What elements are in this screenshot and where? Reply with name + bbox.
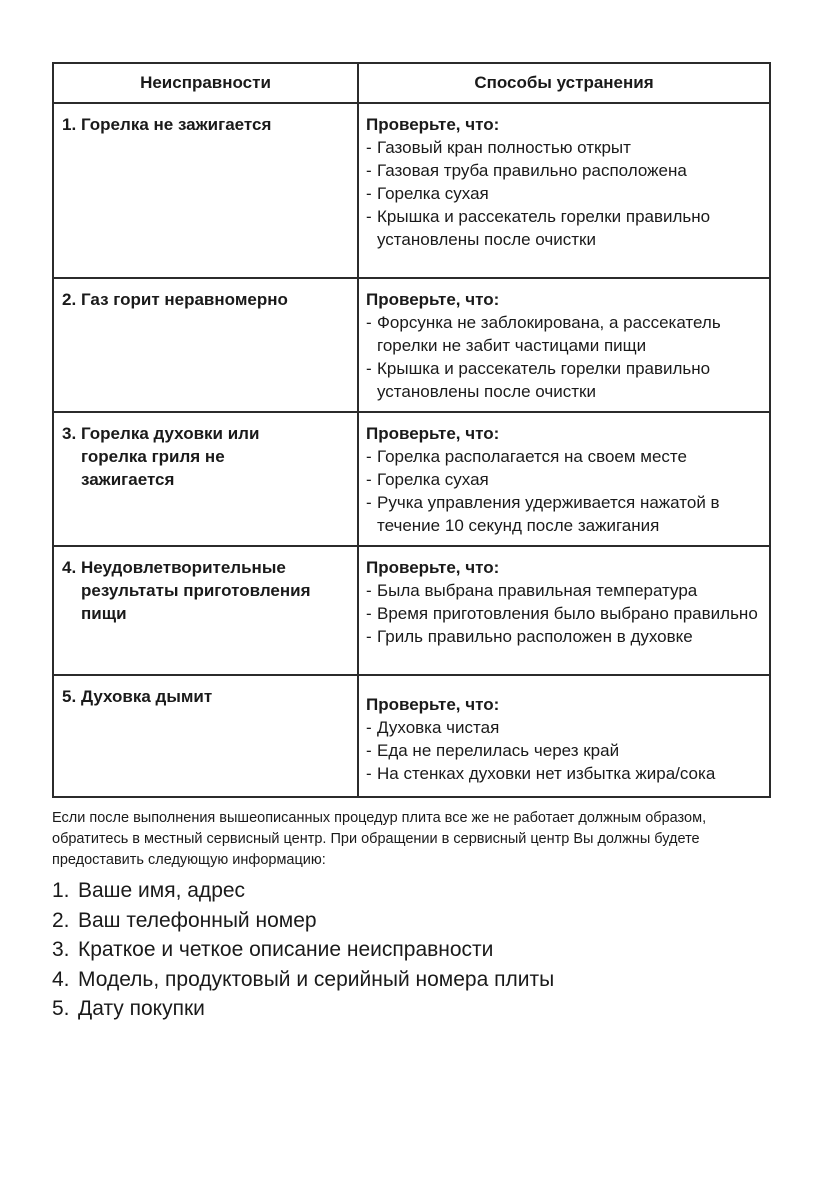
fault-text: Газ горит неравномерно bbox=[81, 290, 288, 309]
list-item bbox=[52, 994, 554, 1024]
list-item: - Духовка чистая bbox=[366, 716, 763, 739]
fault-number: 2. bbox=[62, 290, 77, 309]
list-item-text: Была выбрана правильная температура bbox=[377, 581, 698, 600]
list-item-text: Горелка сухая bbox=[377, 470, 489, 489]
check-title: Проверьте, что: bbox=[366, 115, 500, 134]
solution-cell bbox=[358, 278, 770, 412]
fault-text: Горелка духовки или горелка гриля не зажигается bbox=[81, 424, 260, 489]
fault-cell bbox=[53, 546, 358, 675]
list-item bbox=[52, 876, 554, 906]
fault-number: 1. bbox=[62, 115, 77, 134]
troubleshooting-table bbox=[52, 62, 771, 798]
list-item: - Крышка и рассекатель горелки правильно установлены после очистки bbox=[366, 357, 763, 403]
list-item-text: Горелка сухая bbox=[377, 184, 489, 203]
list-item-text: На стенках духовки нет избытка жира/сока bbox=[377, 764, 716, 783]
list-item: - Горелка располагается на своем месте bbox=[366, 445, 763, 468]
list-number: 2. bbox=[52, 908, 70, 932]
list-item-text: Краткое и четкое описание неисправности bbox=[78, 938, 494, 961]
solution-cell bbox=[358, 546, 770, 675]
list-item-text: Дату покупки bbox=[78, 997, 205, 1020]
table-row bbox=[53, 103, 770, 278]
list-item-text: Форсунка не заблокирована, а рассекатель горелки не забит частицами пищи bbox=[377, 313, 721, 355]
solution-cell bbox=[358, 103, 770, 278]
list-item: - Горелка сухая bbox=[366, 182, 763, 205]
fault-number: 5. bbox=[62, 687, 77, 706]
check-title: Проверьте, что: bbox=[366, 424, 500, 443]
list-item-text: Ваше имя, адрес bbox=[78, 879, 246, 902]
list-item-text: Гриль правильно расположен в духовке bbox=[377, 627, 693, 646]
table-row bbox=[53, 412, 770, 546]
list-item-text: Крышка и рассекатель горелки правильно установлены после очистки bbox=[377, 359, 711, 401]
list-item bbox=[52, 906, 554, 936]
check-title: Проверьте, что: bbox=[366, 290, 500, 309]
list-number: 3. bbox=[52, 938, 70, 961]
header-faults: Неисправности bbox=[53, 63, 358, 103]
fault-number: 3. bbox=[62, 424, 77, 443]
fault-cell bbox=[53, 103, 358, 278]
list-number: 4. bbox=[52, 967, 70, 991]
list-item: - Время приготовления было выбрано правильно bbox=[366, 602, 763, 625]
solution-cell bbox=[358, 412, 770, 546]
list-item: - Была выбрана правильная температура bbox=[366, 579, 763, 602]
list-item: - Ручка управления удерживается нажатой в течение 10 секунд после зажигания bbox=[366, 491, 763, 537]
header-solutions: Способы устранения bbox=[358, 63, 770, 103]
list-item-text: Еда не перелилась через край bbox=[377, 741, 620, 760]
fault-text: Горелка не зажигается bbox=[81, 115, 272, 134]
list-item bbox=[52, 935, 554, 965]
list-item-text: Модель, продуктовый и серийный номера плиты bbox=[78, 967, 555, 991]
table-header-row bbox=[53, 63, 770, 103]
fault-number: 4. bbox=[62, 558, 77, 577]
solution-cell bbox=[358, 675, 770, 797]
fault-text: Духовка дымит bbox=[81, 687, 213, 706]
list-item: - Форсунка не заблокирована, а рассекатель горелки не забит частицами пищи bbox=[366, 311, 763, 357]
table-row bbox=[53, 278, 770, 412]
list-item bbox=[52, 965, 554, 995]
list-number: 1. bbox=[52, 879, 70, 902]
check-title: Проверьте, что: bbox=[366, 695, 500, 714]
fault-cell bbox=[53, 278, 358, 412]
list-item-text: Газовый кран полностью открыт bbox=[377, 138, 631, 157]
fault-cell bbox=[53, 675, 358, 797]
list-item-text: Горелка располагается на своем месте bbox=[377, 447, 687, 466]
list-number: 5. bbox=[52, 997, 70, 1020]
list-item-text: Ваш телефонный номер bbox=[78, 908, 317, 932]
list-item: - Еда не перелилась через край bbox=[366, 739, 763, 762]
table-row bbox=[53, 546, 770, 675]
table-row bbox=[53, 675, 770, 797]
fault-cell bbox=[53, 412, 358, 546]
list-item: - Гриль правильно расположен в духовке bbox=[366, 625, 763, 648]
list-item-text: Крышка и рассекатель горелки правильно установлены после очистки bbox=[377, 207, 711, 249]
check-title: Проверьте, что: bbox=[366, 558, 500, 577]
required-info-list bbox=[52, 876, 554, 1024]
fault-text: Неудовлетворительные результаты приготовления пищи bbox=[81, 558, 311, 623]
list-item: - Горелка сухая bbox=[366, 468, 763, 491]
list-item: - Газовая труба правильно расположена bbox=[366, 159, 763, 182]
list-item-text: Ручка управления удерживается нажатой в течение 10 секунд после зажигания bbox=[377, 493, 720, 535]
list-item-text: Время приготовления было выбрано правильно bbox=[377, 604, 758, 623]
list-item: - Газовый кран полностью открыт bbox=[366, 136, 763, 159]
list-item-text: Духовка чистая bbox=[377, 718, 500, 737]
list-item-text: Газовая труба правильно расположена bbox=[377, 161, 687, 180]
list-item: - На стенках духовки нет избытка жира/сока bbox=[366, 762, 763, 785]
service-note: Если после выполнения вышеописанных процедур плита все же не работает должным образом, обратитесь в местный сервисный центр. При обращении в сервисный центр Вы должны будете предоставить следующую информацию: bbox=[52, 810, 707, 868]
list-item: - Крышка и рассекатель горелки правильно установлены после очистки bbox=[366, 205, 763, 251]
